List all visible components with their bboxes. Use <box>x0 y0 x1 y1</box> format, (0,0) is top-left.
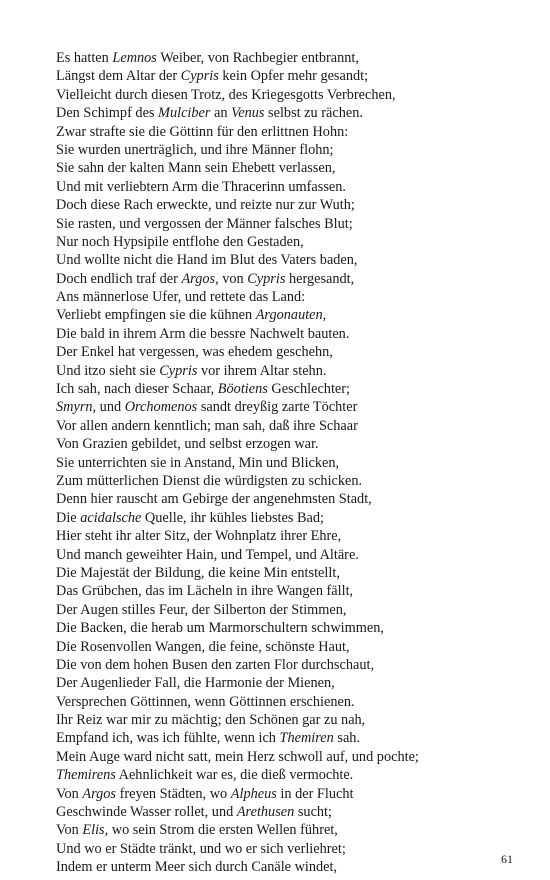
poem-line <box>56 674 536 692</box>
line-text: Und manch geweihter Hain, und Tempel, und Altäre. <box>56 546 359 563</box>
line-text: Ans männerlose Ufer, und rettete das Land: <box>56 289 306 306</box>
italic-name: Themiren <box>279 730 334 747</box>
line-text: Von <box>56 822 83 839</box>
poem-line <box>56 123 536 141</box>
line-text: Und mit verliebtern Arm die Thracerinn umfassen. <box>56 178 346 195</box>
italic-name: Mulciber <box>158 105 211 122</box>
poem-line <box>56 638 536 656</box>
line-text: Der Augen stilles Feur, der Silberton der Stimmen, <box>56 601 347 618</box>
poem-line <box>56 435 536 453</box>
line-text: kein Opfer mehr gesandt; <box>218 68 369 85</box>
line-text: Versprechen Göttinnen, wenn Göttinnen erschienen. <box>56 693 355 710</box>
poem-line <box>56 196 536 214</box>
poem-line <box>56 178 536 196</box>
line-text: Es hatten <box>56 50 113 66</box>
line-text: Und wo er Städte tränkt, und wo er sich verliehret; <box>56 840 346 857</box>
poem-line <box>56 417 536 435</box>
italic-name: Cypris <box>180 68 219 85</box>
poem-line <box>56 490 536 508</box>
line-text: Aehnlichkeit war es, die dieß vermochte. <box>115 767 354 784</box>
page-number: 61 <box>501 852 513 866</box>
italic-name: Cypris <box>159 362 198 379</box>
italic-name: Elis, <box>82 822 109 839</box>
poem-line <box>56 86 536 104</box>
poem-text <box>56 49 536 877</box>
italic-name: Venus <box>231 105 265 122</box>
line-text: Geschwinde Wasser rollet, und <box>56 804 237 821</box>
line-text: und <box>96 399 125 416</box>
poem-line <box>56 564 536 582</box>
poem-line <box>56 49 536 67</box>
poem-line <box>56 343 536 361</box>
poem-line <box>56 104 536 122</box>
line-text: Doch endlich traf der <box>56 270 182 287</box>
line-text: Sie unterrichten sie in Anstand, Min und Blicken, <box>56 454 340 471</box>
line-text: selbst zu rächen. <box>264 105 363 122</box>
italic-name: Alpheus <box>230 785 277 802</box>
line-text: Sie sahn der kalten Mann sein Ehebett verlassen, <box>56 160 336 177</box>
poem-line <box>56 766 536 784</box>
line-text: Der Augenlieder Fall, die Harmonie der Mienen, <box>56 675 335 692</box>
poem-line <box>56 67 536 85</box>
line-text: Doch diese Rach erweckte, und reizte nur zur Wuth; <box>56 197 355 214</box>
line-text: Zwar strafte sie die Göttinn für den erlittnen Hohn: <box>56 123 349 140</box>
poem-line <box>56 362 536 380</box>
poem-line <box>56 729 536 747</box>
poem-line <box>56 159 536 177</box>
line-text: Sie rasten, und vergossen der Männer falsches Blut; <box>56 215 353 232</box>
line-text: Vor allen andern kenntlich; man sah, daß ihre Schaar <box>56 417 358 434</box>
line-text: an <box>210 105 232 122</box>
poem-line <box>56 141 536 159</box>
poem-line <box>56 306 536 324</box>
line-text: Die Backen, die herab um Marmorschultern schwimmen, <box>56 620 384 637</box>
poem-line <box>56 454 536 472</box>
line-text: Weiber, von Rachbegier entbrannt, <box>156 50 359 66</box>
poem-line <box>56 748 536 766</box>
line-text: Mein Auge ward nicht satt, mein Herz schwoll auf, und pochte; <box>56 748 419 765</box>
poem-line <box>56 233 536 251</box>
line-text: sah. <box>333 730 361 747</box>
poem-line <box>56 601 536 619</box>
poem-line <box>56 325 536 343</box>
italic-name: Argos <box>82 785 116 802</box>
line-text: Die <box>56 509 81 526</box>
line-text: Nur noch Hypsipile entflohe den Gestaden, <box>56 233 304 250</box>
line-text: Sie wurden unerträglich, und ihre Männer flohn; <box>56 141 334 158</box>
italic-name: Argos, <box>181 270 219 287</box>
poem-line <box>56 546 536 564</box>
line-text: Die von dem hohen Busen den zarten Flor durchschaut, <box>56 656 375 673</box>
poem-line <box>56 270 536 288</box>
line-text: Zum mütterlichen Dienst die würdigsten zu schicken. <box>56 472 363 489</box>
line-text: Und wollte nicht die Hand im Blut des Vaters baden, <box>56 252 358 269</box>
poem-line <box>56 251 536 269</box>
poem-line <box>56 288 536 306</box>
poem-line <box>56 509 536 527</box>
line-text: Die bald in ihrem Arm die bessre Nachwelt bauten. <box>56 325 350 342</box>
poem-line <box>56 582 536 600</box>
line-text: Geschlechter; <box>267 381 351 398</box>
poem-line <box>56 803 536 821</box>
line-text: Quelle, ihr kühles liebstes Bad; <box>141 509 325 526</box>
poem-line <box>56 785 536 803</box>
poem-line <box>56 711 536 729</box>
line-text: wo sein Strom die ersten Wellen führet, <box>108 822 338 839</box>
line-text: Denn hier rauscht am Gebirge der angenehmsten Stadt, <box>56 491 372 508</box>
line-text: Empfand ich, was ich fühlte, wenn ich <box>56 730 280 747</box>
line-text: Den Schimpf des <box>56 105 159 122</box>
poem-line <box>56 619 536 637</box>
poem-line <box>56 527 536 545</box>
line-text: von <box>218 270 248 287</box>
line-text: sucht; <box>294 804 333 821</box>
italic-name: Lemnos <box>112 50 157 66</box>
line-text: Von Grazien gebildet, und selbst erzogen war. <box>56 436 319 453</box>
poem-line <box>56 398 536 416</box>
line-text: Ihr Reiz war mir zu mächtig; den Schönen gar zu nah, <box>56 712 366 729</box>
line-text: Und itzo sieht sie <box>56 362 160 379</box>
line-text: Vielleicht durch diesen Trotz, des Kriegesgotts Verbrechen, <box>56 86 396 103</box>
line-text: in der Flucht <box>276 785 354 802</box>
line-text: Die Majestät der Bildung, die keine Min entstellt, <box>56 564 340 581</box>
italic-name: Arethusen <box>236 804 295 821</box>
poem-line <box>56 693 536 711</box>
line-text: Von <box>56 785 83 802</box>
poem-line <box>56 215 536 233</box>
line-text: Das Grübchen, das im Lächeln in ihre Wangen fällt, <box>56 583 354 600</box>
italic-name: acidalsche <box>80 509 142 526</box>
italic-name: Themirens <box>56 767 116 784</box>
italic-name: Smyrn, <box>56 399 97 416</box>
poem-line <box>56 840 536 858</box>
poem-line <box>56 656 536 674</box>
line-text: Hier steht ihr alter Sitz, der Wohnplatz ihrer Ehre, <box>56 528 342 545</box>
line-text: Längst dem Altar der <box>56 68 181 85</box>
line-text: sandt dreyßig zarte Töchter <box>197 399 358 416</box>
line-text: freyen Städten, wo <box>116 785 231 802</box>
line-text: Ich sah, nach dieser Schaar, <box>56 381 218 398</box>
line-text: hergesandt, <box>285 270 355 287</box>
poem-line <box>56 858 536 876</box>
line-text: Indem er unterm Meer sich durch Canäle windet, <box>56 859 338 876</box>
line-text: Verliebt empfingen sie die kühnen <box>56 307 256 324</box>
italic-name: Cypris <box>247 270 286 287</box>
italic-name: Böotiens <box>217 381 268 398</box>
line-text: Der Enkel hat vergessen, was ehedem geschehn, <box>56 344 333 361</box>
poem-line <box>56 472 536 490</box>
italic-name: Argonauten, <box>255 307 327 324</box>
line-text: vor ihrem Altar stehn. <box>197 362 327 379</box>
line-text: Die Rosenvollen Wangen, die feine, schönste Haut, <box>56 638 350 655</box>
italic-name: Orchomenos <box>124 399 198 416</box>
poem-line <box>56 380 536 398</box>
poem-line <box>56 821 536 839</box>
